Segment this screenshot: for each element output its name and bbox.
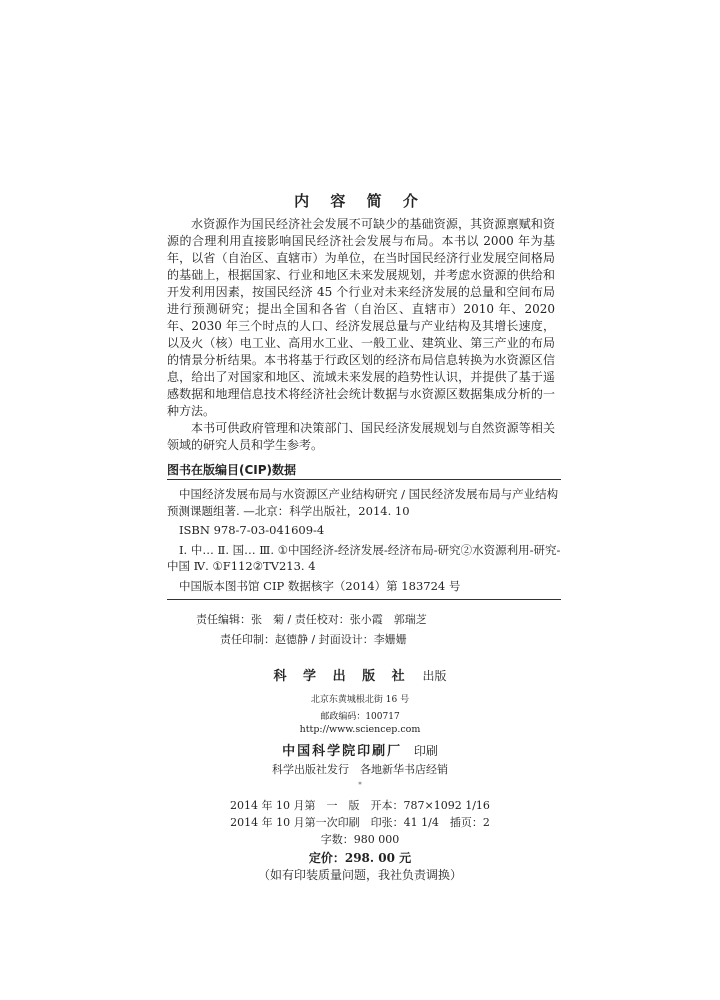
intro-title: 内 容 简 介 (294, 192, 426, 210)
credits (196, 610, 427, 650)
cip-record: 中国经济发展布局与水资源区产业结构研究 / 国民经济发展布局与产业结构预测课题组著. —北京：科学出版社，2014. 10 (167, 487, 559, 518)
cip-isbn: ISBN 978-7-03-041609-4 (179, 523, 325, 537)
printer-line (0, 740, 720, 759)
intro-paragraph: 水资源作为国民经济社会发展不可缺少的基础资源，其资源禀赋和资源的合理利用直接影响国民经济社会发展与布局。本书以 2000 年为基年，以省（自治区、直辖市）为单位，在当时国民经济行业发展空间格局的基础上，根据国家、行业和地区未来发展规划，并考虑水资源的供给和开发利用因素，按国民经济 45 个行业对未来经济发展的总量和空间布局进行预测研究；提出全国和各省（自治区、直辖市）2010 年、2020 年、2030 年三个时点的人口、经济发展总量与产业结构及其增长速度，以及火（核）电工业、高用水工业、一般工业、建筑业、第三产业的布局的情景分析结果。本书将基于行政区划的经济布局信息转换为水资源区信息，给出了对国家和地区、流域未来发展的趋势性认识，并提供了基于遥感数据和地理信息技术将经济社会统计数据与水资源区数据集成分析的一种方法。 (167, 217, 555, 418)
word-count: 字数：980 000 (320, 833, 400, 846)
printing-line: 2014 年 10 月第一次印刷 印张：41 1/4 插页：2 (230, 816, 490, 829)
cip-subjects: Ⅰ. 中… Ⅱ. 国… Ⅲ. ①中国经济-经济发展-经济布局-研究②水资源利用-研究-中国 Ⅳ. ①F112②TV213. 4 (167, 542, 561, 573)
intro-paragraph: 本书可供政府管理和决策部门、国民经济发展规划与自然资源等相关领域的研究人员和学生参考。 (167, 421, 555, 452)
publisher-address: 北京东黄城根北街 16 号 (310, 695, 410, 705)
cip-record-box (167, 479, 561, 600)
cip-number: 中国版本图书馆 CIP 数据核字（2014）第 183724 号 (179, 578, 461, 593)
cip-heading: 图书在版编目(CIP)数据 (167, 463, 297, 477)
edition-line: 2014 年 10 月第 一 版 开本：787×1092 1/16 (230, 799, 490, 812)
printer-action: 印刷 (413, 744, 438, 758)
publisher-action: 出版 (422, 669, 447, 683)
publisher-url: http://www.sciencep.com (299, 724, 421, 735)
price: 定价：298. 00 元 (308, 851, 412, 865)
distribution: 科学出版社发行 各地新华书店经销 (272, 763, 448, 776)
publisher-zipcode: 邮政编码：100717 (320, 712, 400, 722)
separator-star: * (358, 781, 362, 789)
credits-line: 责任印制：赵德静 / 封面设计：李姗姗 (220, 633, 407, 646)
publisher-line (0, 665, 720, 684)
quality-note: （如有印装质量问题，我社负责调换） (257, 868, 462, 882)
intro-body (167, 216, 555, 454)
credits-line: 责任编辑：张 菊 / 责任校对：张小霞 郭瑞芝 (196, 613, 427, 626)
printer-name: 中国科学院印刷厂 (282, 744, 403, 759)
publisher-name: 科 学 出 版 社 (273, 669, 411, 684)
